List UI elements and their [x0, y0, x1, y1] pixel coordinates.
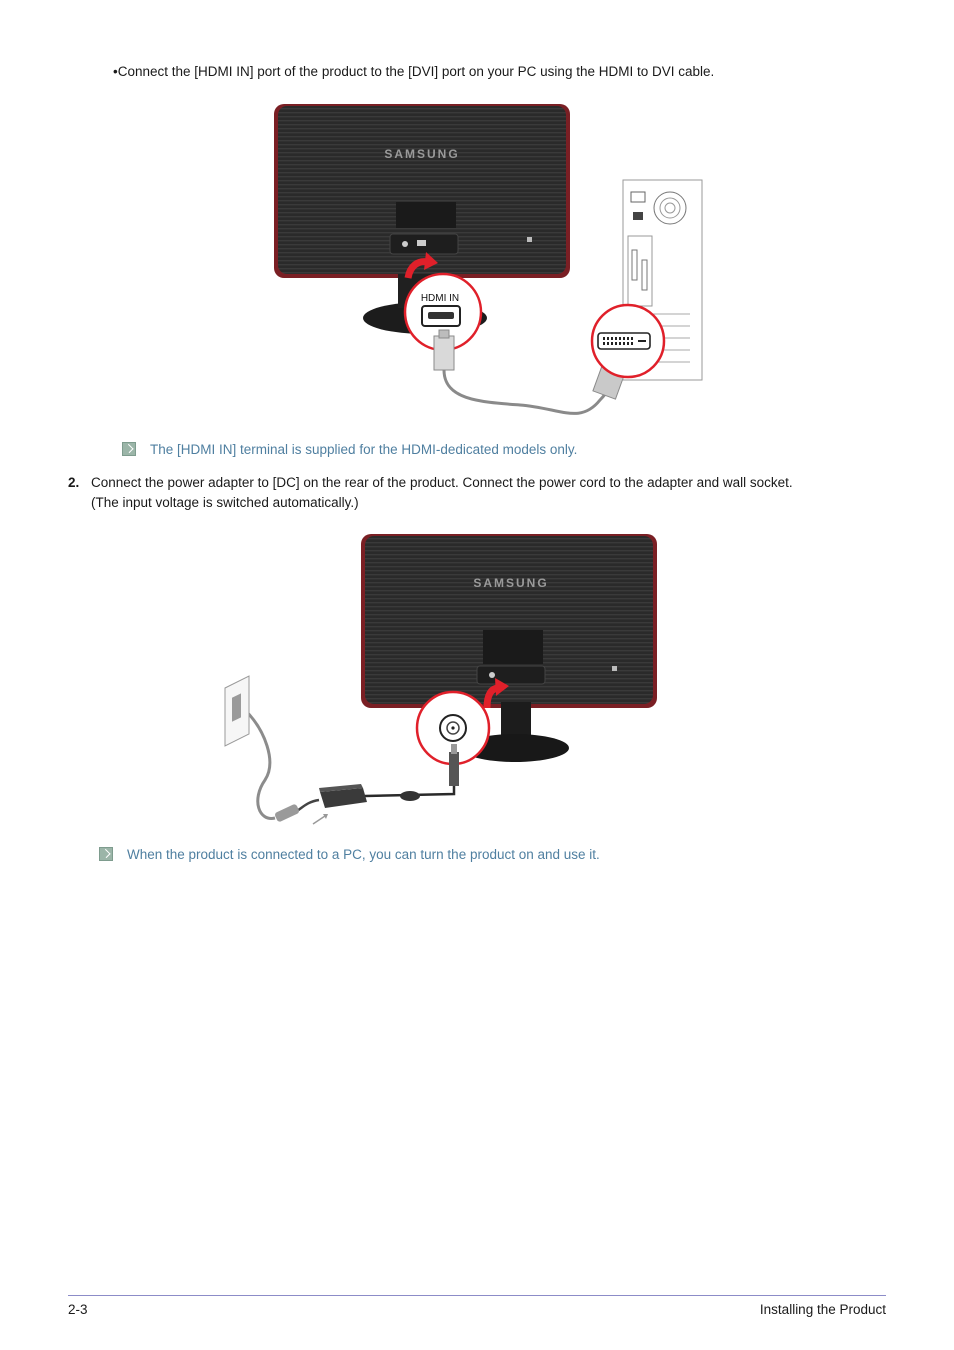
monitor-rear — [274, 104, 570, 278]
hdmi-dvi-connection-illustration — [260, 100, 710, 430]
power-adapter-connection-illustration — [215, 530, 675, 835]
step-text-line2: (The input voltage is switched automatically.) — [91, 495, 359, 510]
note-icon — [122, 442, 136, 456]
note-hdmi — [122, 442, 577, 457]
step-text — [91, 473, 891, 513]
power-adapter — [319, 784, 367, 808]
hdmi-in-label: HDMI IN — [420, 293, 460, 304]
section-title: Installing the Product — [759, 1302, 886, 1317]
wall-socket — [225, 676, 249, 746]
step-text-line1: Connect the power adapter to [DC] on the rear of the product. Connect the power cord to the adapter and wall socket. — [91, 475, 793, 490]
monitor-rear — [361, 534, 657, 708]
note-hdmi-text: The [HDMI IN] terminal is supplied for the HDMI-dedicated models only. — [150, 442, 578, 457]
instruction-bullet: •Connect the [HDMI IN] port of the product to the [DVI] port on your PC using the HDMI to DVI cable. — [113, 64, 715, 79]
step-number: 2. — [68, 475, 80, 490]
dvi-port-callout — [592, 305, 664, 377]
page-number: 2-3 — [68, 1302, 88, 1317]
note-icon — [99, 847, 113, 861]
note-power-on-text: When the product is connected to a PC, you can turn the product on and use it. — [127, 847, 600, 862]
footer-divider — [68, 1295, 886, 1296]
monitor-brand-label: SAMSUNG — [473, 576, 549, 590]
monitor-brand-label: SAMSUNG — [384, 147, 460, 161]
note-power-on — [99, 847, 600, 862]
